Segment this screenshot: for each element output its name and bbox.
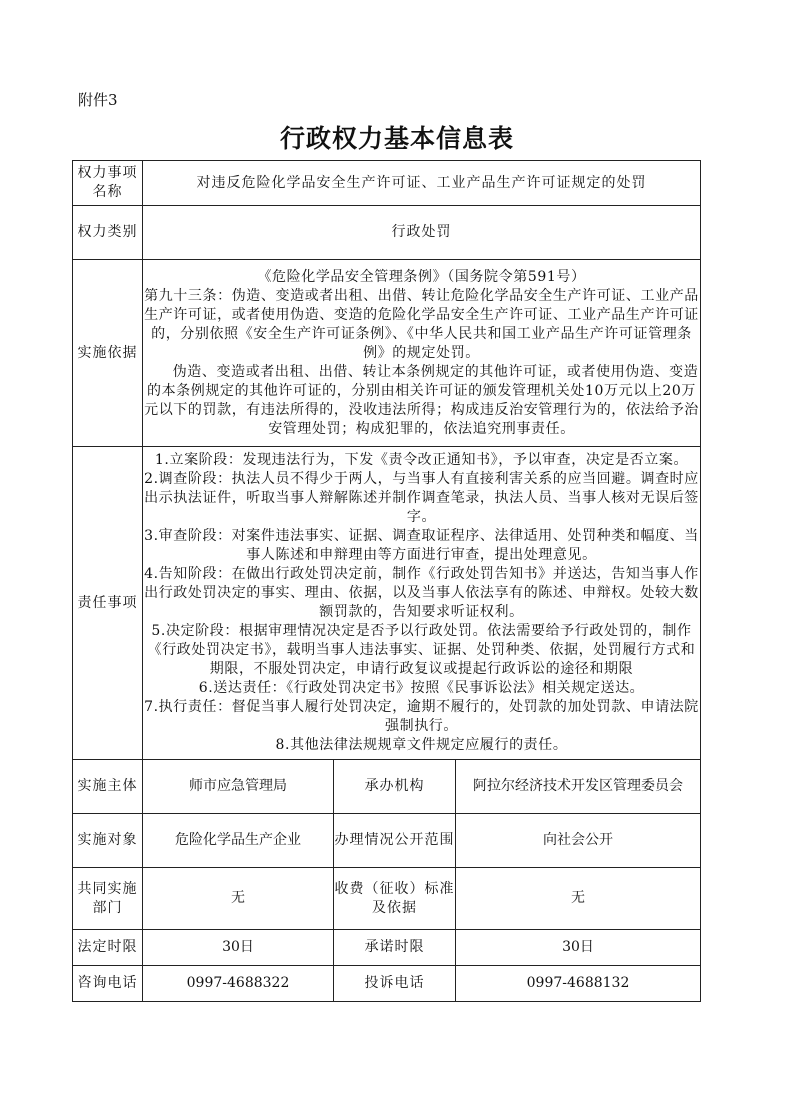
document-title: 行政权力基本信息表: [279, 124, 514, 153]
target-label: 实施对象: [73, 814, 143, 868]
responsibility-item: 2.调查阶段：执法人员不得少于两人，与当事人有直接利害关系的应当回避。调查时应出示执法证件，听取当事人辩解陈述并制作调查笔录，执法人员、当事人核对无误后签字。: [144, 471, 699, 525]
responsibilities-content: [143, 447, 701, 760]
power-category-value: 行政处罚: [143, 206, 701, 260]
fee-standard-label: 收费（征收）标准及依据: [334, 868, 456, 930]
power-category-label: 权力类别: [73, 206, 143, 260]
target-value: 危险化学品生产企业: [143, 814, 334, 868]
disclosure-scope-label: 办理情况公开范围: [334, 814, 456, 868]
handling-agency-value: 阿拉尔经济技术开发区管理委员会: [456, 760, 701, 814]
basis-paragraph: 第九十三条：伪造、变造或者出租、出借、转让危险化学品安全生产许可证、工业产品生产许可证，或者使用伪造、变造的危险化学品安全生产许可证、工业产品生产许可证的，分别依照《安全生产许可证条例》、《中华人民共和国工业产品生产许可证管理条例》的规定处罚。: [144, 287, 699, 361]
responsibility-item: 5.决定阶段：根据审理情况决定是否予以行政处罚。依法需要给予行政处罚的，制作《行政处罚决定书》，载明当事人违法事实、证据、处罚种类、依据，处罚履行方式和期限，不服处罚决定，申请行政复议或提起行政诉讼的途径和期限: [147, 623, 696, 677]
power-name-value: 对违反危险化学品安全生产许可证、工业产品生产许可证规定的处罚: [143, 161, 701, 206]
responsibility-item: 8.其他法律法规规章文件规定应履行的责任。: [275, 737, 568, 753]
promised-time-limit-value: 30日: [456, 930, 701, 966]
basis-paragraph: 《危险化学品安全管理条例》（国务院令第591号）: [257, 268, 586, 285]
row-power-name: [73, 161, 701, 206]
attachment-label: 附件3: [78, 91, 118, 109]
row-implementer: [73, 760, 701, 814]
row-target: [73, 814, 701, 868]
basis-content: [143, 260, 701, 447]
row-power-category: [73, 206, 701, 260]
row-joint-dept: [73, 868, 701, 930]
legal-time-limit-value: 30日: [143, 930, 334, 966]
basis-paragraph: 伪造、变造或者出租、出借、转让本条例规定的其他许可证，或者使用伪造、变造的本条例规定的其他许可证的，分别由相关许可证的颁发管理机关处10万元以上20万元以下的罚款，有违法所得的，没收违法所得；构成违反治安管理行为的，依法给予治安管理处罚；构成犯罪的，依法追究刑事责任。: [144, 363, 699, 437]
complaint-phone-label: 投诉电话: [334, 966, 456, 1002]
disclosure-scope-value: 向社会公开: [456, 814, 701, 868]
implementer-value: 师市应急管理局: [143, 760, 334, 814]
responsibility-item: 3.审查阶段：对案件违法事实、证据、调查取证程序、法律适用、处罚种类和幅度、当事人陈述和申辩理由等方面进行审查，提出处理意见。: [144, 528, 699, 563]
handling-agency-label: 承办机构: [334, 760, 456, 814]
power-name-label: 权力事项名称: [73, 161, 143, 206]
responsibility-item: 7.执行责任：督促当事人履行处罚决定，逾期不履行的，处罚款的加处罚款、申请法院强制执行。: [144, 699, 699, 734]
responsibility-item: 6.送达责任：《行政处罚决定书》按照《民事诉讼法》相关规定送达。: [198, 680, 645, 696]
joint-dept-value: 无: [143, 868, 334, 930]
legal-time-limit-label: 法定时限: [73, 930, 143, 966]
basis-label: 实施依据: [73, 260, 143, 447]
row-phones: [73, 966, 701, 1002]
inquiry-phone-value: 0997-4688322: [143, 966, 334, 1002]
fee-standard-value: 无: [456, 868, 701, 930]
inquiry-phone-label: 咨询电话: [73, 966, 143, 1002]
power-info-table: [72, 160, 701, 1002]
responsibility-item: 1.立案阶段：发现违法行为，下发《责令改正通知书》，予以审查，决定是否立案。: [154, 452, 689, 468]
row-time-limit: [73, 930, 701, 966]
joint-dept-label: 共同实施部门: [73, 868, 143, 930]
responsibilities-label: 责任事项: [73, 447, 143, 760]
row-responsibilities: [73, 447, 701, 760]
responsibility-item: 4.告知阶段：在做出行政处罚决定前，制作《行政处罚告知书》并送达，告知当事人作出行政处罚决定的事实、理由、依据，以及当事人依法享有的陈述、申辩权。处较大数额罚款的，告知要求听证权利。: [144, 566, 699, 620]
implementer-label: 实施主体: [73, 760, 143, 814]
promised-time-limit-label: 承诺时限: [334, 930, 456, 966]
row-basis: [73, 260, 701, 447]
complaint-phone-value: 0997-4688132: [456, 966, 701, 1002]
